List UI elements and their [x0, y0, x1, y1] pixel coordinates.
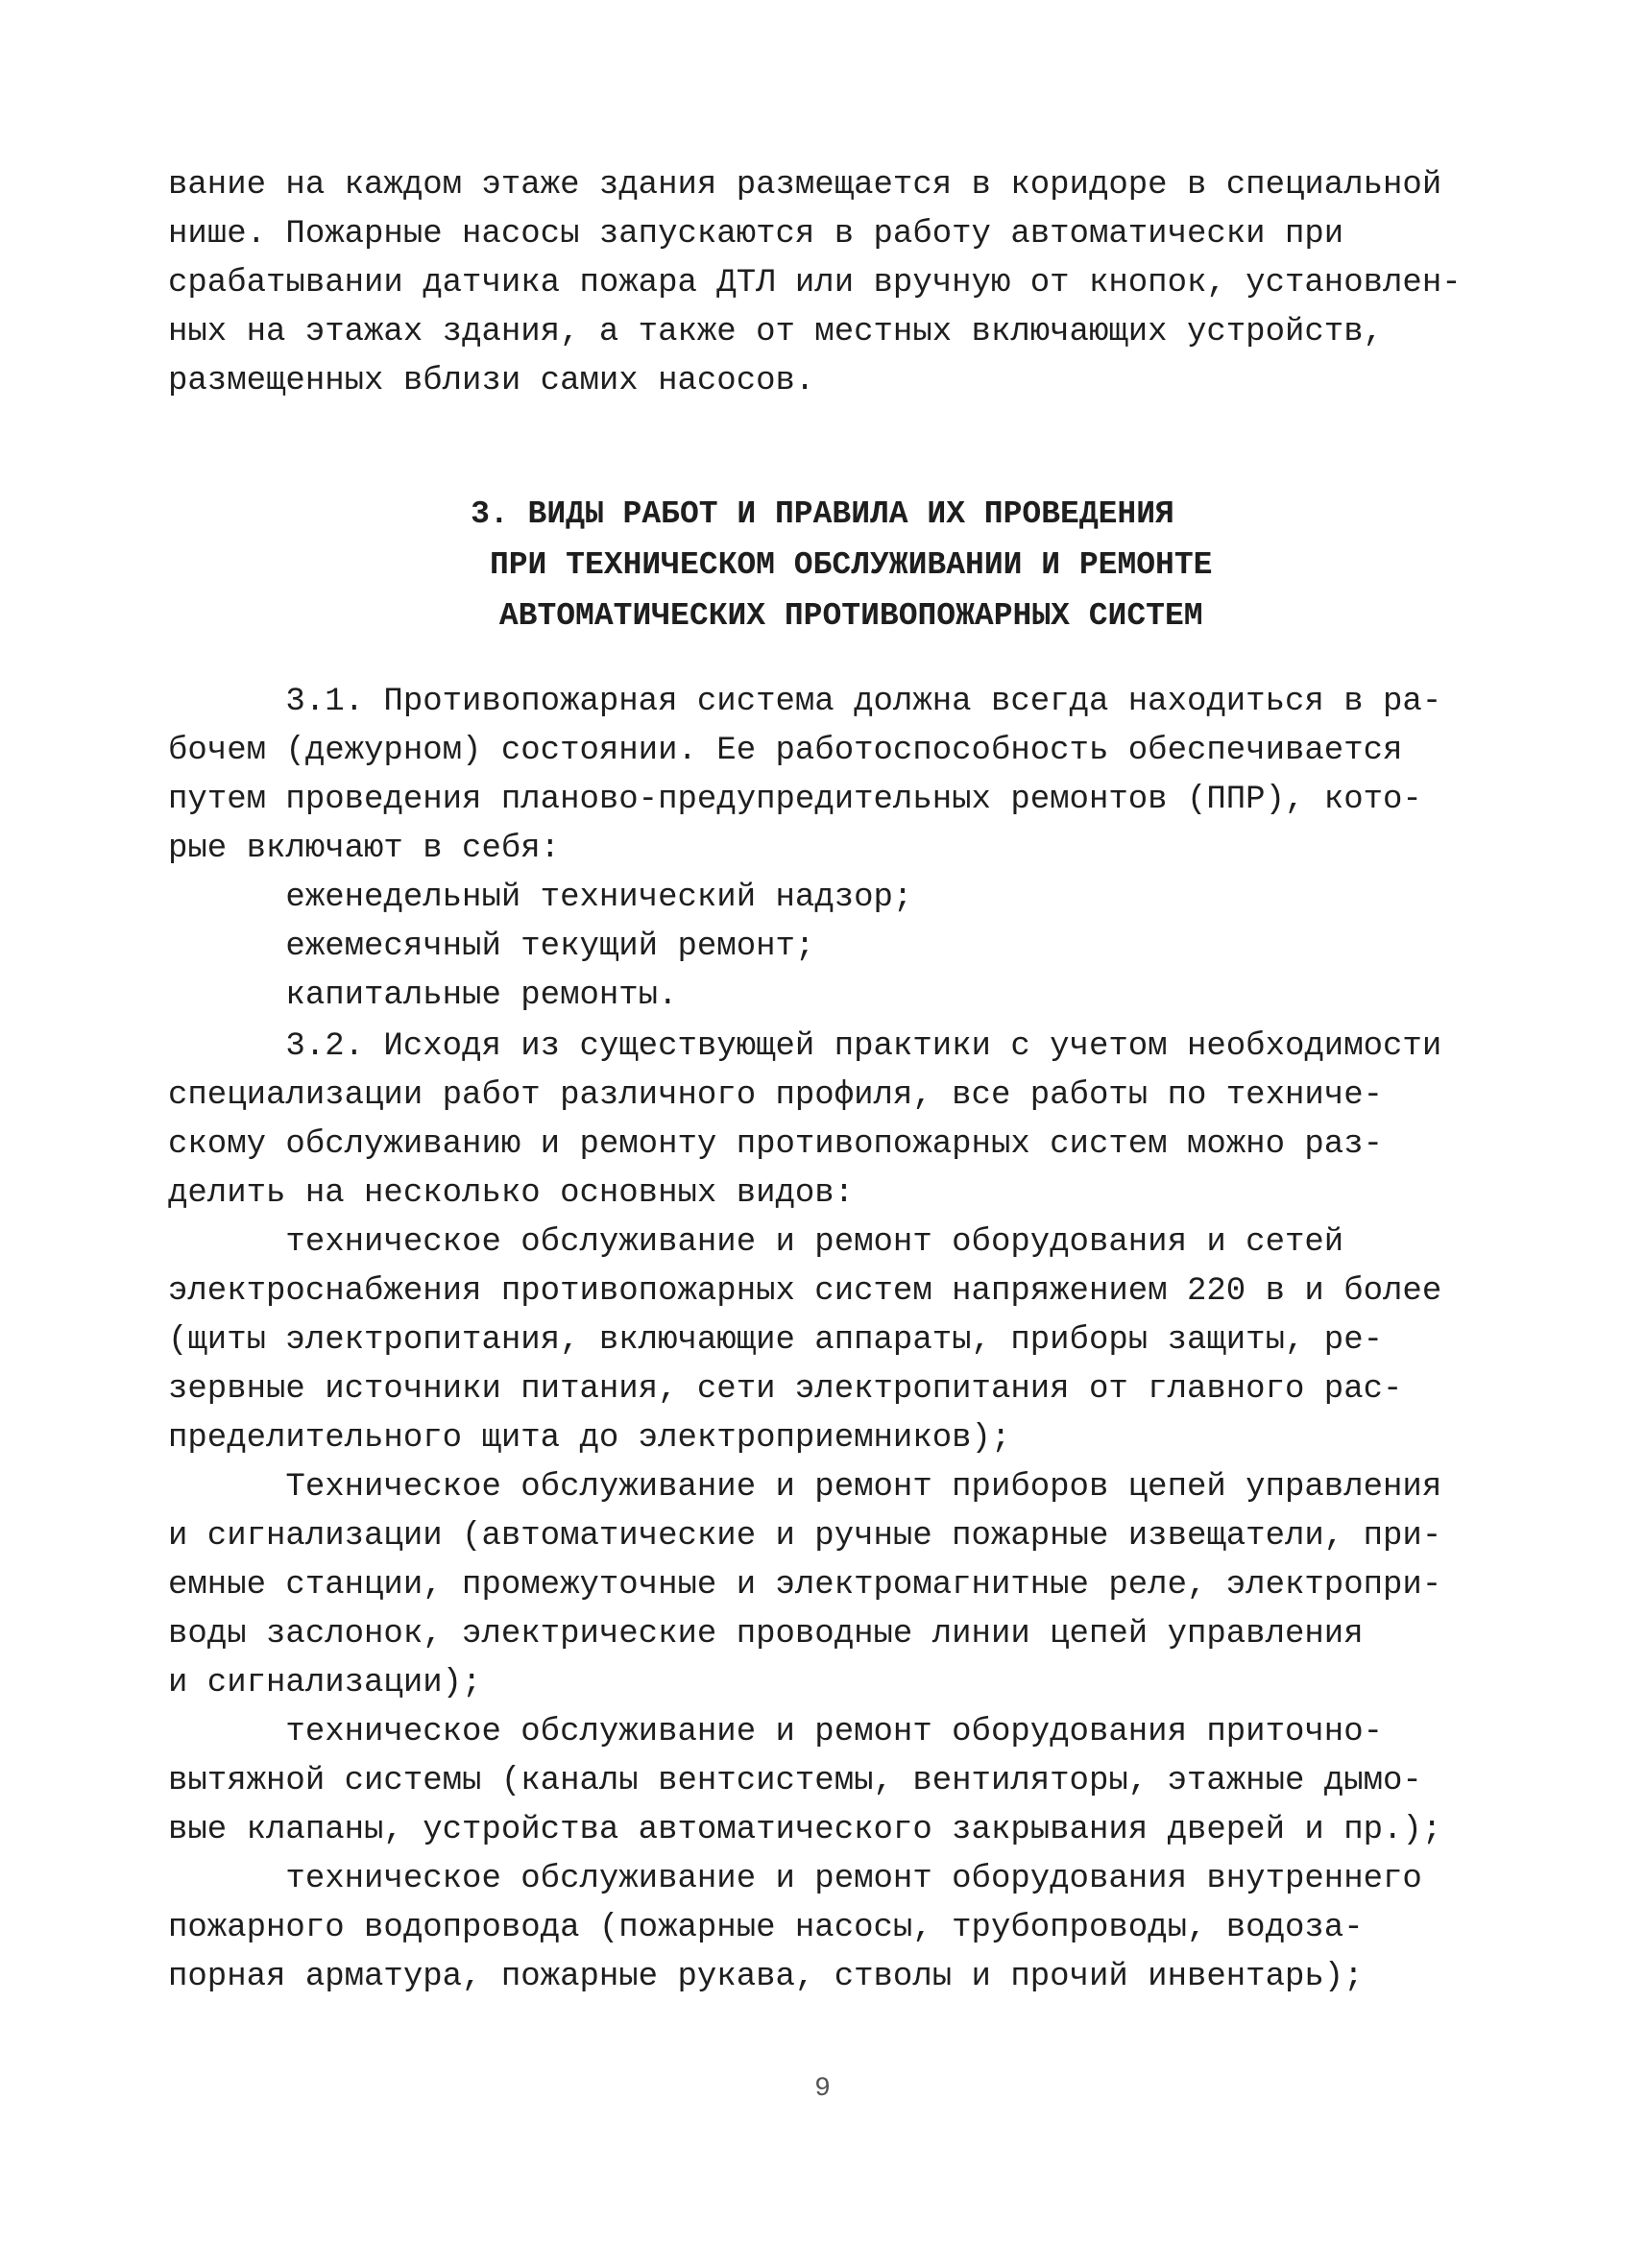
- paragraph-3-2: 3.2. Исходя из существующей практики с учетом необходимости специализации работ различного профиля, все работы по техниче- скому обслуживанию и ремонту противопожарных систем можно раз- делить на несколько основных видов: техническое обслуживание и ремонт оборудования и сетей электроснабжения противопожарных систем напряжением 220 в и более (щиты электропитания, включающие аппараты, приборы защиты, ре- зервные источники питания, сети электропитания от главного рас- пределительного щита до электроприемников); Техническое обслуживание и ремонт приборов цепей управления и сигнализации (автоматические и ручные пожарные извещатели, при- емные станции, промежуточные и электромагнитные реле, электропри- воды заслонок, электрические проводные линии цепей управления и сигнализации); техническое обслуживание и ремонт оборудования приточно- вытяжной системы (каналы вентсистемы, вентиляторы, этажные дымо- вые клапаны, устройства автоматического закрывания дверей и пр.); техническое обслуживание и ремонт оборудования внутреннего пожарного водопровода (пожарные насосы, трубопроводы, водоза- порная арматура, пожарные рукава, стволы и прочий инвентарь);: [168, 1028, 1442, 1995]
- paragraph-3-1: 3.1. Противопожарная система должна всегда находиться в ра- бочем (дежурном) состоянии. Ее работоспособность обеспечивается путем проведения планово-предупредительных ремонтов (ППР), кото- рые включают в себя: еженедельный технический надзор; ежемесячный текущий ремонт; капитальные ремонты.: [168, 684, 1442, 1014]
- section-heading: 3. ВИДЫ РАБОТ И ПРАВИЛА ИХ ПРОВЕДЕНИЯ ПРИ ТЕХНИЧЕСКОМ ОБСЛУЖИВАНИИ И РЕМОНТЕ АВТОМАТИЧЕСКИХ ПРОТИВОПОЖАРНЫХ СИСТЕМ: [471, 496, 1213, 634]
- page-number: 9: [814, 2074, 831, 2104]
- continuation-paragraph: вание на каждом этаже здания размещается в коридоре в специальной нише. Пожарные насосы запускаются в работу автоматически при срабатывании датчика пожара ДТЛ или вручную от кнопок, установлен- ных на этажах здания, а также от местных включающих устройств, размещенных вблизи самих насосов.: [168, 167, 1462, 399]
